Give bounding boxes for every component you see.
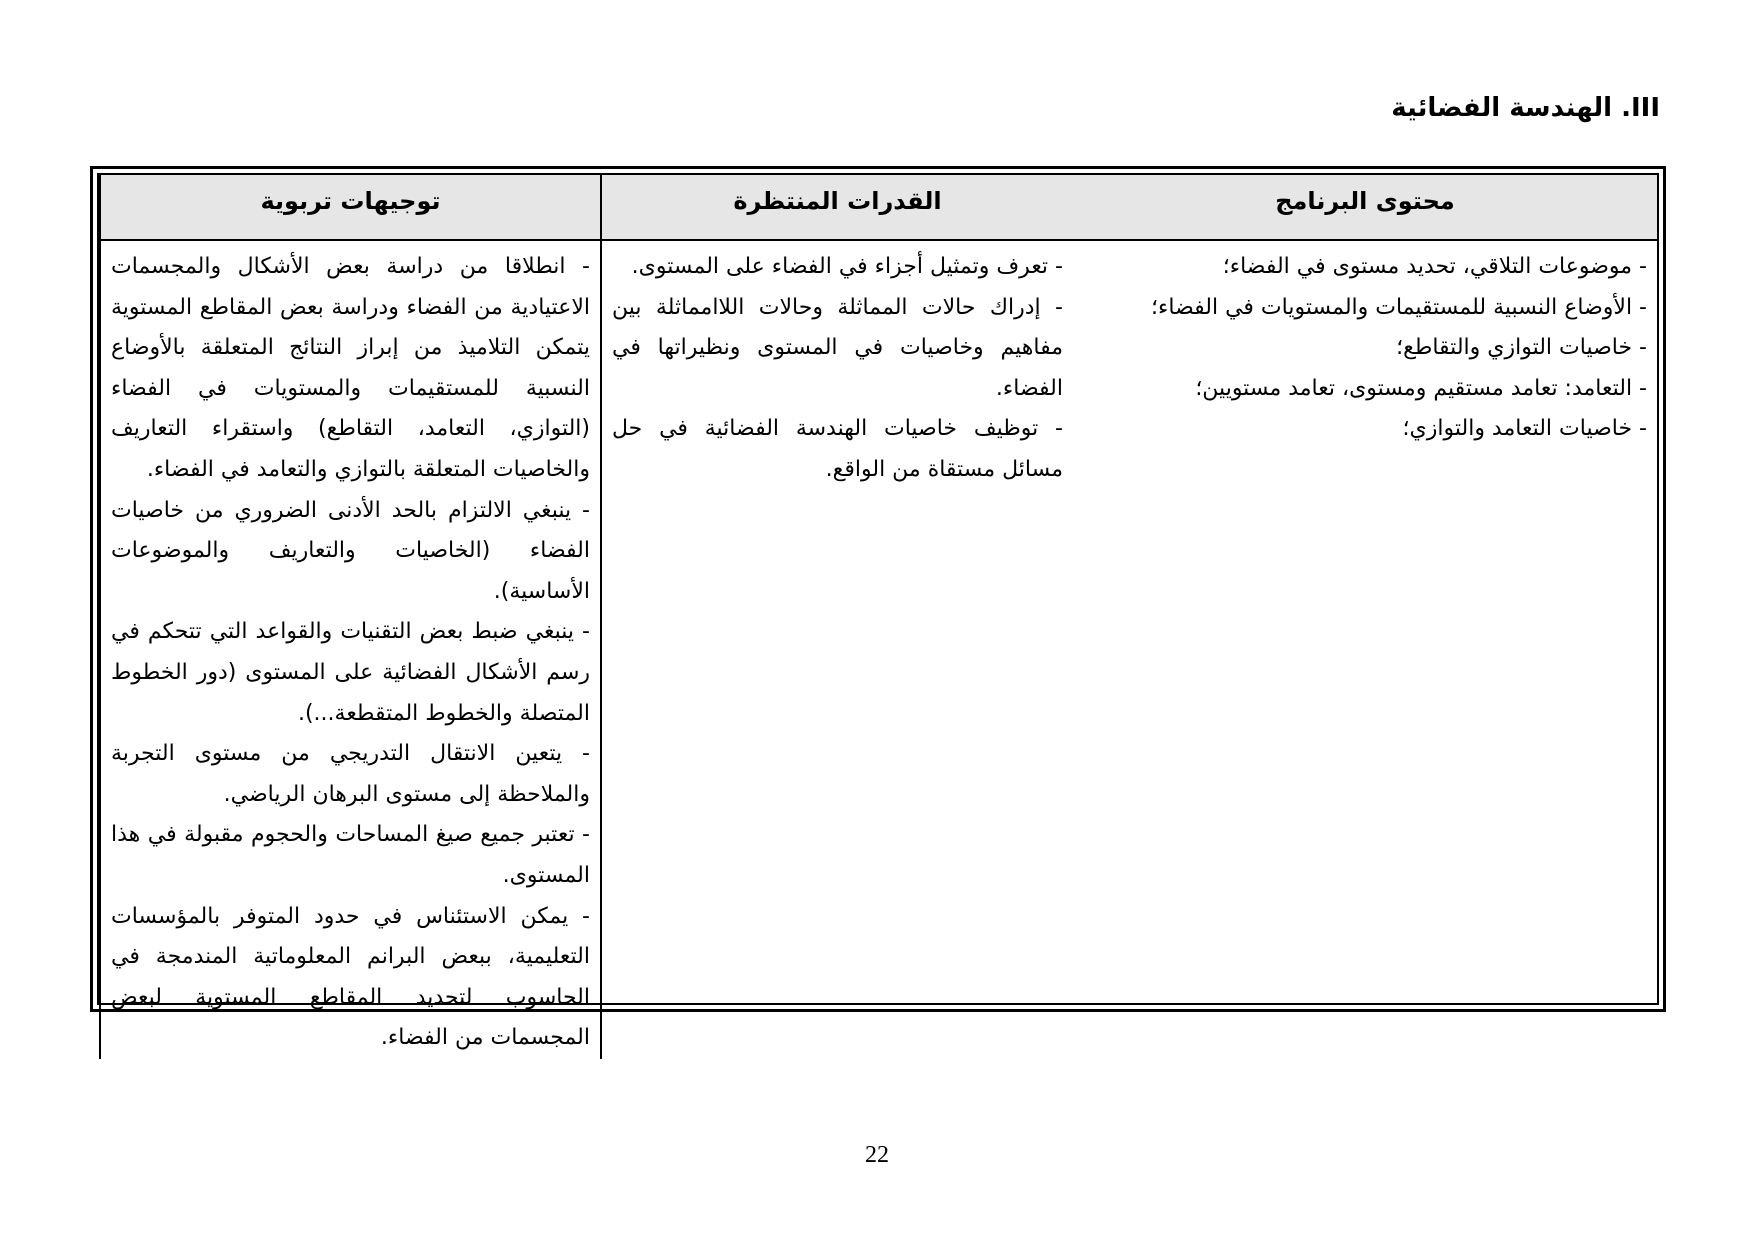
guidance-cell: [99, 241, 600, 1059]
content-item: - خاصيات التوازي والتقاطع؛: [1396, 335, 1647, 361]
abilities-list: [612, 247, 1063, 491]
header-abilities: القدرات المنتظرة: [600, 175, 1073, 239]
abilities-item: - إدراك حالات المماثلة وحالات اللاامماثلة بين مفاهيم وخاصيات في المستوى ونظيراتها في الفضاء.: [612, 294, 1063, 401]
program-table: [90, 166, 1666, 1051]
table-header-row: [99, 175, 1657, 241]
guidance-item: - يمكن الاستئناس في حدود المتوفر بالمؤسسات التعليمية، ببعض البرانم المعلوماتية المندمجة في الحاسوب لتحديد المقاطع المستوية لبعض المجسمات من الفضاء.: [111, 903, 590, 1051]
abilities-item: - تعرف وتمثيل أجزاء في الفضاء على المستوى.: [631, 254, 1063, 279]
guidance-list: [111, 247, 590, 1059]
header-guidance: توجيهات تربوية: [99, 175, 600, 239]
table-body-row: [99, 241, 1657, 1059]
content-item: - خاصيات التعامد والتوازي؛: [1402, 416, 1647, 442]
guidance-item: - انطلاقا من دراسة بعض الأشكال والمجسمات الاعتيادية من الفضاء ودراسة بعض المقاطع المستوية يتمكن التلاميذ من إبراز النتائج المتعلقة بالأوضاع النسبية للمستقيمات والمستويات في الفضاء (التوازي، التعامد، التقاطع) واستقراء التعاريف والخاصيات المتعلقة بالتوازي والتعامد في الفضاء.: [111, 254, 590, 482]
abilities-item: - توظيف خاصيات الهندسة الفضائية في حل مسائل مستقاة من الواقع.: [612, 416, 1063, 482]
content-cell: [1073, 241, 1657, 1059]
abilities-cell: [600, 241, 1073, 1059]
program-table-inner: [97, 173, 1659, 1051]
page-number: 22: [865, 1142, 889, 1168]
content-item: - الأوضاع النسبية للمستقيمات والمستويات في الفضاء؛: [1151, 294, 1647, 320]
guidance-item: - ينبغي ضبط بعض التقنيات والقواعد التي تتحكم في رسم الأشكال الفضائية على المستوى (دور الخطوط المتصلة والخطوط المتقطعة...).: [111, 619, 590, 726]
content-list: [1083, 247, 1647, 450]
header-content: محتوى البرنامج: [1073, 175, 1657, 239]
section-title: III. الهندسة الفضائية: [1391, 93, 1660, 123]
guidance-item: - يتعين الانتقال التدريجي من مستوى التجربة والملاحظة إلى مستوى البرهان الرياضي.: [111, 741, 590, 807]
guidance-item: - ينبغي الالتزام بالحد الأدنى الضروري من خاصيات الفضاء (الخاصيات والتعاريف والموضوعات الأساسية).: [111, 497, 590, 604]
content-item: - التعامد: تعامد مستقيم ومستوى، تعامد مستويين؛: [1195, 375, 1647, 401]
content-item: - موضوعات التلاقي، تحديد مستوى في الفضاء؛: [1222, 254, 1647, 279]
guidance-item: - تعتبر جميع صيغ المساحات والحجوم مقبولة في هذا المستوى.: [111, 822, 590, 888]
